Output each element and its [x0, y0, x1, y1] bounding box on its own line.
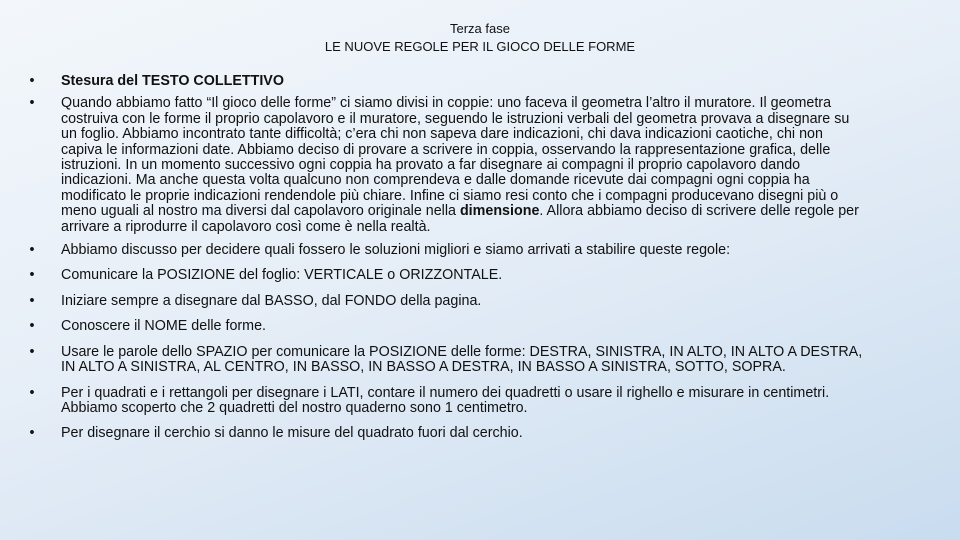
- bullet-text: Abbiamo discusso per decidere quali fossero le soluzioni migliori e siamo arrivati a stabilire queste regole:: [61, 242, 731, 259]
- bullet-icon: •: [29, 73, 35, 89]
- bullet-list: [26, 74, 866, 452]
- bullet-item-collective-text: [26, 74, 866, 89]
- bullet-item-space-words: [26, 345, 866, 376]
- bullet-text: . Allora abbiamo deciso di scrivere delle regole per arrivare a riprodurre il capolavoro così come è nella realtà.: [61, 203, 859, 235]
- title-phase: Terza fase: [450, 21, 510, 36]
- bullet-text: Quando abbiamo fatto “Il gioco delle forme” ci siamo divisi in coppie: uno faceva il geometra l’altro il muratore. Il geometra costruiva con le forme il proprio capolavoro e il muratore, seguendo le istruzioni verbali del geometra provava a disegnare su un foglio. Abbiamo incontrato tante difficoltà; c’era chi non sapeva dare indicazioni, chi dava indicazioni caotiche, chi non capiva le informazioni date. Abbiamo deciso di provare a scrivere in coppia, osservando la rappresentazione grafica, delle istruzioni. In un momento successivo ogni coppia ha provato a far disegnare ai compagni il proprio capolavoro dando indicazioni. Ma anche questa volta qualcuno non comprendeva e dalle domande ricevute dai compagni ogni coppia ha modificato le proprie indicazioni rendendole più chiare. Infine ci siamo resi conto che i compagni producevano disegni più o meno uguali al nostro ma diversi dal capolavoro originale nella: [61, 95, 850, 220]
- bullet-text: Conoscere il NOME delle forme.: [61, 318, 266, 335]
- slide-title: [0, 20, 960, 56]
- bullet-icon: •: [29, 425, 35, 442]
- bullet-text-emphasis: dimensione: [459, 203, 540, 220]
- bullet-item-circle: [26, 426, 866, 441]
- bullet-text: Comunicare la POSIZIONE del foglio: VERTICALE o ORIZZONTALE.: [61, 267, 503, 284]
- bullet-item-discussion: [26, 243, 866, 258]
- bullet-item-shape-names: [26, 319, 866, 334]
- bullet-text: Per i quadrati e i rettangoli per disegnare i LATI, contare il numero dei quadretti o usare il righello e misurare in centimetri. Abbiamo scoperto che 2 quadretti del nostro quaderno sono 1 centimetro.: [61, 384, 830, 416]
- bullet-text: Iniziare sempre a disegnare dal BASSO, dal FONDO della pagina.: [61, 292, 482, 309]
- bullet-text: Usare le parole dello SPAZIO per comunicare la POSIZIONE delle forme: DESTRA, SINISTRA, IN ALTO, IN ALTO A DESTRA, IN ALTO A SINISTRA, AL CENTRO, IN BASSO, IN BASSO A DESTRA, IN BASSO A SINISTRA, SOTTO, SOPRA.: [61, 343, 863, 376]
- bullet-item-narrative: [26, 96, 866, 235]
- title-rules: LE NUOVE REGOLE PER IL GIOCO DELLE FORME: [324, 39, 636, 54]
- bullet-item-start-bottom: [26, 294, 866, 309]
- bullet-icon: •: [29, 384, 35, 401]
- bullet-item-squares-rectangles: [26, 386, 866, 417]
- bullet-icon: •: [29, 343, 35, 360]
- bullet-item-sheet-position: [26, 268, 866, 283]
- bullet-text: Per disegnare il cerchio si danno le misure del quadrato fuori dal cerchio.: [61, 425, 523, 442]
- bullet-icon: •: [29, 95, 35, 112]
- bullet-icon: •: [29, 267, 35, 284]
- bullet-icon: •: [29, 242, 35, 259]
- bullet-icon: •: [29, 292, 35, 309]
- bullet-text: Stesura del TESTO COLLETTIVO: [61, 73, 284, 89]
- bullet-icon: •: [29, 318, 35, 335]
